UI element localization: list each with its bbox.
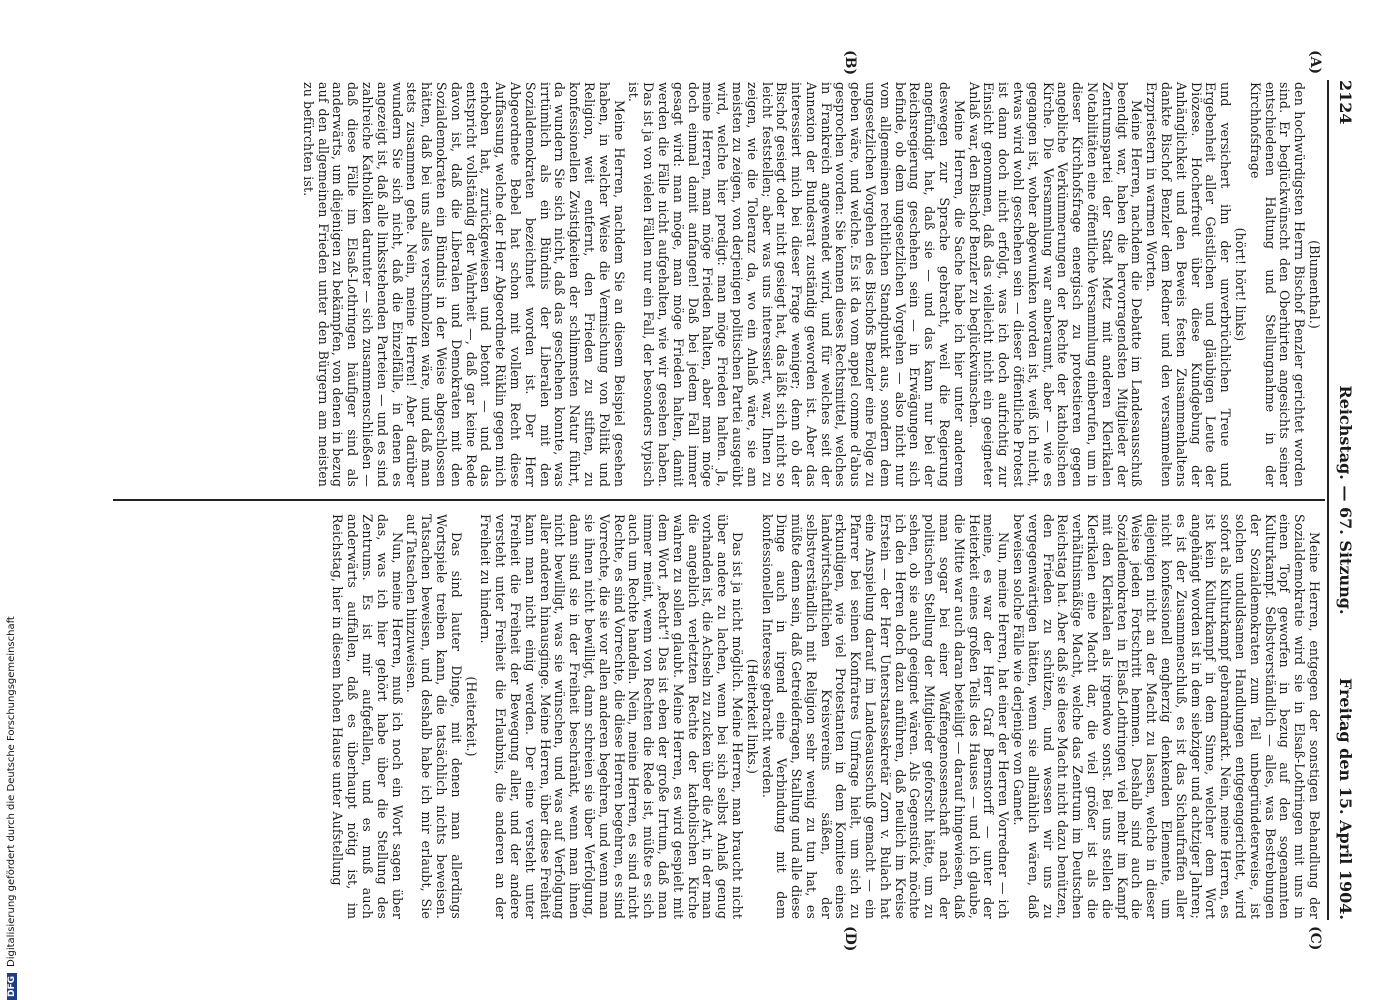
paragraph: und versichert ihn der unverbrüchlichen Treue und Ergebenheit aller Geistlichen und gläubigen Leute der Diözese. Hocherfreut über diese Kundgebung der Anhänglichkeit und den Beweis festen Zusammenhaltens dankte Bischof Benzler dem Redner und den versammelten Erzpriestern in warmen Worten. (1144, 82, 1234, 487)
dfg-logo: DFG (7, 973, 17, 1000)
credit-text: Digitalisierung gefördert durch die Deutsche Forschungsgemeinschaft (6, 616, 17, 967)
page-header (1333, 80, 1355, 920)
margin-marker-a: (A) (1307, 50, 1323, 75)
interjection: (Heiterkeit.) (463, 676, 479, 757)
paragraph: Das ist ja nicht möglich. Meine Herren, man braucht nicht über andere zu lachen, wenn bei sich selbst Anlaß genug vorhanden ist, die Achseln zu zucken über die Art, in der man die angeblich verletzten Rechte der katholischen Kirche wahren zu sollen glaubt. Meine Herren, es wird gespielt mit dem Wort „Recht“! Das ist eben der große Irrtum, daß man immer meint, wenn von Rechten die Rede ist, müßte es sich auch um Rechte handeln. Nein, meine Herren, es sind nicht Rechte, es sind Vorrechte, die diese Herren begehren, es sind Vorrechte, die sie vor allen anderen begehren, und wenn man sie ihnen nicht bewilligt, dann schreien sie über Verfolgung, dann sind sie in der Freiheit beschränkt, wenn man ihnen nicht bewilligt, was sie wünschen, und was auf Verfolgung aller anderen hinausginge. Meine Herren, über diese Freiheit kann man nicht einig werden. Der eine versteht unter Freiheit die Freiheit der Bewegung aller, und der andere versteht unter Freiheit die Erlaubnis, die anderen an der Freiheit zu hindern. (478, 514, 745, 919)
interjection: (hört! hört! links) (1233, 227, 1249, 342)
paragraph: Das sind lauter Dinge, mit denen man allerdings Wortspiele treiben kann, die tatsächlich nichts beweisen. Tatsachen beweisen, und deshalb habe ich mir erlaubt, Sie auf Tatsachen hinzuweisen. (404, 514, 464, 919)
paragraph: Meine Herren, entgegen der sonstigen Behandlung der Sozialdemokratie wird sie in Elsaß-Lothringen mit uns in einen Topf geworfen in bezug auf den sogenannten Kulturkampf. Selbstverständlich — alles, was Bestrebungen der Sozialdemokraten zum Teil unbegründeterweise, ist solchen unduldsamen Handlungen entgegengerichtet, wird sofort als Kulturkampf gebrandmarkt. Nein, meine Herren, es ist kein Kulturkampf in dem Sinne, welcher dem Wort angehängt worden ist in dem siebziger und achtziger Jahren; es ist der Zusammenschluß, es ist das Sichaufraffen aller nicht konfessionell engherzig denkenden Elemente, um diejenigen nicht an der Macht zu lassen, welche in dieser Weise jeden Fortschritt hemmen. Deshalb sind auch die Sozialdemokraten in Elsaß-Lothringen viel mehr im Kampf mit den Klerikalen als irgendwo sonst. Bei uns stellen die Klerikalen eine Macht dar, die viel größer ist als die verhältnismäßige Macht, welche das Zentrum im Deutschen Reichstag hat. Aber daß sie diese Macht nicht dazu benützen, den Frieden zu schützen, und wessen wir uns zu vergegenwärtigen hätten, wenn sie allmählich wären, daß beweisen solche Fälle wie derjenige von Gamet. (1011, 514, 1322, 919)
column-divider (113, 499, 1325, 501)
page-number: 2124 (1336, 80, 1355, 125)
paragraph: den hochwürdigsten Herrn Bischof Benzler gerichtet worden sind. Er beglückwünscht den Oberhirten angesichts seiner entschiedenen Haltung und Stellungnahme in der Kirchhofsfrage (1247, 82, 1308, 487)
margin-marker-d: (D) (842, 926, 858, 952)
paragraph: Meine Herren, die Sache habe ich hier unter anderem deswegen zur Sprache gebracht, weil die Regierung angefündigt hat, daß sie — und das kann nur bei der Reichsregierung geschehen sein — in Erwägungen sich befinde, ob dem ungesetzlichen Vorgehen — also nicht nur vom allgemeinen rechtlichen Standpunkt aus, sondern dem ungesetzlichen Vorgehen des Bischofs Benzler eine Folge zu geben wäre, und welche. Es ist da vom appel comme d'abus gesprochen worden: Sie kennen dieses Rechtsmittel, welches in Frankreich angewendet wird, und für welches seit der Annexion der Bundesrat zuständig geworden ist. Aber das interessiert mich bei dieser Frage weniger; denn ob der Bischof gesiegt oder nicht gesiegt hat, das läßt sich nicht so leicht feststellen; aber was uns interessiert, war, Ihnen zu zeigen, wie die Toleranz da, wo ein Anlaß wäre, sie am meisten zu zeigen, von derjenigen politischen Partei ausgeübt wird, welche hier predigt: man möge Frieden halten. Ja, meine Herren, man möge Frieden halten, aber man möge doch einmal damit anfangen! Daß bei jedem Fall immer gesagt wird: man möge, man möge Frieden halten, damit werden die Fälle nicht aufgehalten, wie wir gesehen haben. Das ist ja von vielen Fällen nur ein Fall, der besonders typisch ist. (626, 82, 967, 487)
paragraph: Meine Herren, nachdem Sie an diesem Beispiel gesehen haben, in welcher Weise die Vermischung von Politik und Religion, weit entfernt, den Frieden zu stiften, zu konfessionellen Zwistigkeiten der schlimmsten Natur führt, da wundern Sie sich nicht, daß das geschehen konnte, was irrtümlich als ein Bündnis der Liberalen mit den Sozialdemokraten bezeichnet worden ist. Der Herr Abgeordnete Bebel hat schon mit vollem Recht diese Auffassung, welche der Herr Abgeordnete Rüklin gegen mich erhoben hat, zurückgewiesen und betont — und das entspricht vollständig der Wahrheit —, daß gar keine Rede davon ist, daß die Liberalen und Demokraten mit den Sozialdemokraten ein Bündnis in der Weise abgeschlossen hätten, daß bei uns alles verschmolzen wäre, und daß man stets zusammen gehe. Nein, meine Herren! Aber darüber wundern Sie sich nicht, daß die Einzelfälle, in denen es angezeigt ist, daß alle linksstehenden Parteien — und es sind zahlreiche Katholiken darunter — sich zusammenschließen — daß diese Fälle im Elsaß-Lothringen häufiger sind als anderwärts, um diejenigen zu bekämpfen, von denen in bezug auf den allgemeinen Frieden unter den Bürgern am meisten zu befürchten ist. (300, 82, 627, 487)
paragraph: Nun, meine Herren, hat einer der Herren Vorredner — ich meine, es war der Herr Graf Bernstorff — unter der Heiterkeit eines großen Teils des Hauses — und ich glaube, die Mitte war auch daran beteiligt — darauf hingewiesen, daß man sogar bei einer Waffengenossenschaft nach der politischen Stellung der Mitglieder geforscht hätte, um zu sehen, ob sie auch geeignet wären. Als Gegenstück möchte ich den Herren doch dazu anführen, daß neulich im Kreise Erstein — der Herr Unterstaatssekretär Zorn v. Bulach hat eine Anspielung darauf im Landesausschuß gemacht — ein Pfarrer bei seinen Konfratres Umfrage hielt, um sich zu erkundigen, wie viel Protestanten in dem Komitee eines landwirtschaftlichen Kreisvereins säßen, der selbstverständlich mit Religion sehr wenig zu tun hat, es müßte denn sein, daß Getreidefragen, Stallung und alle diese Dinge auch in irgend eine Verbindung mit dem konfessionellen Interesse gebracht werden. (759, 514, 1012, 919)
paragraph: Meine Herren, nachdem die Debatte im Landesausschuß beendigt war, haben die hervorragendsten Mitglieder der Zentrumspartei der Stadt Metz mit anderen Klerikalen Notabilitäten eine öffentliche Versammlung einberufen, um in dieser Kirchhofsfrage energisch zu protestieren gegen angebliche Verkümmerungen der Rechte der katholischen Kirche. Die Versammlung war anberaumt, aber — wie es gegangen ist, woher abgewunken worden ist, weiß ich nicht, etwas wird wohl geschehen sein — dieser öffentliche Protest ist dann doch nicht erfolgt, was ich doch aufrichtig zur Einsicht genommen, daß das vielleicht nicht ein geeigneter Anlaß war, den Bischof Benzler zu beglückwünschen. (966, 82, 1145, 487)
session-title: Reichstag. — 67. Sitzung. (1336, 385, 1355, 615)
header-rule (1327, 80, 1329, 920)
margin-marker-b: (B) (842, 50, 858, 76)
session-date: Freitag den 15. April 1904. (1336, 677, 1355, 920)
speaker-name: (Blumenthal.) (1307, 240, 1322, 329)
paragraph: Nun, meine Herren, muß ich noch ein Wort sagen über das, was ich hier gehört habe über die Stellung des Zentrums. Es ist mir aufgefallen, und es muß auch anderwärts auffallen, daß es überhaupt nötig ist, im Reichstag, hier in diesem hohen Hause unter Aufstellung (330, 514, 405, 919)
interjection: (Heiterkeit links.) (744, 658, 760, 775)
digitization-credit (6, 10, 17, 1000)
left-column (300, 82, 1321, 487)
margin-marker-c: (C) (1307, 926, 1323, 951)
right-column (330, 514, 1321, 919)
scanned-page (83, 40, 1383, 960)
